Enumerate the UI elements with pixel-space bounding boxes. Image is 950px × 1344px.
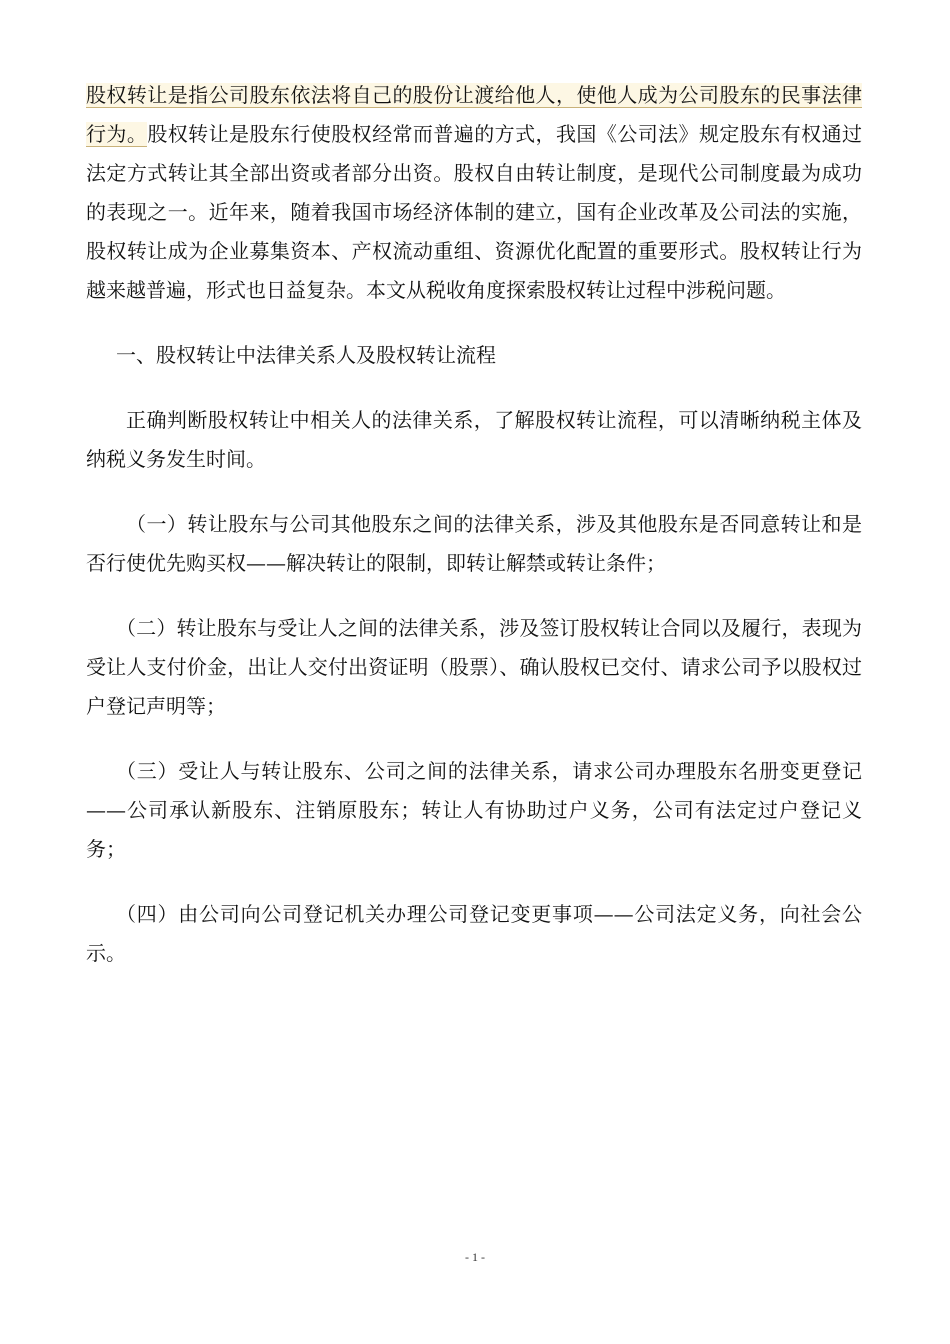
list-item-1: （一）转让股东与公司其他股东之间的法律关系，涉及其他股东是否同意转让和是否行使优先购买权——解决转让的限制，即转让解禁或转让条件； xyxy=(86,512,862,575)
highlighted-sentence[interactable]: 股权转让是指公司股东依法将自己的股份让渡给他人，使他人成为公司股东的民事法律行为。 xyxy=(86,83,862,146)
section-intro-paragraph: 正确判断股权转让中相关人的法律关系，了解股权转让流程，可以清晰纳税主体及纳税义务发生时间。 xyxy=(86,408,862,471)
list-item-3: （三）受让人与转让股东、公司之间的法律关系，请求公司办理股东名册变更登记——公司承认新股东、注销原股东；转让人有协助过户义务，公司有法定过户登记义务； xyxy=(86,759,862,861)
intro-paragraph xyxy=(86,76,862,310)
document-page xyxy=(86,76,862,973)
list-item-2: （二）转让股东与受让人之间的法律关系，涉及签订股权转让合同以及履行，表现为受让人支付价金，出让人交付出资证明（股票）、确认股权已交付、请求公司予以股权过户登记声明等； xyxy=(86,616,862,718)
page-number: - 1 - xyxy=(465,1250,485,1264)
section-heading: 一、股权转让中法律关系人及股权转让流程 xyxy=(116,343,496,367)
intro-text: 股权转让是股东行使股权经常而普遍的方式，我国《公司法》规定股东有权通过法定方式转让其全部出资或者部分出资。股权自由转让制度，是现代公司制度最为成功的表现之一。近年来，随着我国市场经济体制的建立，国有企业改革及公司法的实施，股权转让成为企业募集资本、产权流动重组、资源优化配置的重要形式。股权转让行为越来越普遍，形式也日益复杂。本文从税收角度探索股权转让过程中涉税问题。 xyxy=(86,122,863,302)
list-item-4: （四）由公司向公司登记机关办理公司登记变更事项——公司法定义务，向社会公示。 xyxy=(86,902,862,965)
